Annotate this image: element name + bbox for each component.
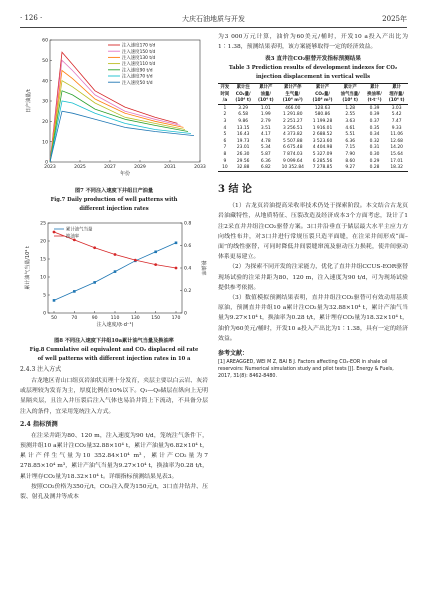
table-header-cell: (10⁴ m³) xyxy=(277,98,308,105)
table-cell: 29.56 xyxy=(236,158,250,164)
fig7-legend-label: 注入速度130 t/d xyxy=(122,56,156,61)
fig8-y-left-tick-label: 5 xyxy=(43,293,46,299)
table-cell: 12.68 xyxy=(390,138,403,144)
table-cell: 0.34 xyxy=(369,132,380,138)
fig7-legend-label: 注入速度170 t/d xyxy=(122,43,156,49)
table-cell: 9 xyxy=(223,158,227,164)
fig7-legend-label: 注入速度70 t/d xyxy=(122,74,153,80)
fig8-y-right-tick-label: 0.2 xyxy=(184,289,192,295)
table-row xyxy=(218,132,408,139)
table-cell: 1.01 xyxy=(260,105,271,111)
table-header-cell: (t·t⁻¹) xyxy=(364,98,386,105)
fig8-legend-label: 累计油气当量 xyxy=(66,227,93,233)
table-cell: 7 874.03 xyxy=(282,151,303,157)
table-cell: 6 675.48 xyxy=(282,145,303,151)
table-cell: 13.15 xyxy=(236,125,250,131)
table-cell: 3.63 xyxy=(345,118,356,124)
table-cell: 4 xyxy=(223,125,227,131)
para-prediction: 在注采井距为80、120 m，注入速度为90 t/d，笼统注气条件下，预测井组10 a累计注CO₂量32.88×10⁴ t，累计产油量为6.82×10⁴ t，累计产伴生气量为10 352.84×10⁴ m³，累计产CO₂量为7 278.85×10⁴ m³，累计产油气当量为9.27×10⁴ t，换油率为0.28 t/t，累计埋存CO₂量为18.32×10⁴ t。详细指标预测结果见表3。 xyxy=(20,432,208,480)
para-economics: 为3 000万元计算，油价为60美元/桶时，开发10 a投入产出比为1∶1.38，预测结果表明，该方案能够取得一定的经济效益。 xyxy=(218,34,408,51)
table-cell: 3 256.51 xyxy=(282,125,303,131)
table-cell: 0.39 xyxy=(369,112,380,118)
table-cell: 7.47 xyxy=(391,118,402,124)
table-cell: 5.42 xyxy=(391,112,402,118)
table-cell: 2.55 xyxy=(345,112,356,118)
table-header-cell: (10⁴ t) xyxy=(232,98,255,105)
table-row xyxy=(218,158,408,165)
fig8-x-axis-label: 注入速度/(t·d⁻¹) xyxy=(96,322,134,328)
table-row xyxy=(218,112,408,119)
table3-title-en-2: injection displacement in vertical wells xyxy=(255,74,371,81)
table-cell: 3 xyxy=(223,118,227,124)
fig7-x-tick-label: 2027 xyxy=(104,165,116,170)
fig8-data-point xyxy=(154,263,157,266)
table-cell: 6.36 xyxy=(345,138,356,144)
table-cell: 580.86 xyxy=(314,112,331,118)
fig7-y-tick-label: 60 xyxy=(42,38,48,44)
table-row xyxy=(218,165,408,172)
table-cell: 7.90 xyxy=(345,151,356,157)
fig7-y-axis-label: 日产油量/t xyxy=(26,89,32,113)
left-column xyxy=(20,32,208,502)
fig7-x-axis-label: 年份 xyxy=(119,171,131,177)
reference-1: [1] AREAGGED, WEI M Z, BAI B J. Factors affecting CO₂-EOR in shale oil reservoirs: Numerical simulation study and pilot tests [J]. Energy & Fuels, 2017, 31(8): 8462-8480. xyxy=(218,359,394,379)
table-cell: 8.60 xyxy=(345,158,356,164)
table-cell: 5 xyxy=(223,132,227,138)
table-cell: 23.01 xyxy=(236,145,250,151)
fig8-data-point xyxy=(114,253,117,256)
table-cell: 3.03 xyxy=(391,105,402,111)
fig8-x-tick-label: 50 xyxy=(51,316,57,321)
table-cell: 8 xyxy=(223,151,227,157)
fig7-caption-en-2: different injection rates xyxy=(79,206,149,212)
table-header-row xyxy=(218,98,408,105)
table-header-cell: 累计注 xyxy=(232,84,255,91)
fig8-y-right-tick-label: 0 xyxy=(184,311,187,317)
table-cell: 9 099.64 xyxy=(282,158,303,164)
fig8-y-left-axis-label: 累计油气当量/10⁴ t xyxy=(25,246,31,290)
table-header-cell: 累计产伴 xyxy=(277,84,308,91)
table-cell: 11.06 xyxy=(390,132,403,138)
table-cell: 7 278.85 xyxy=(308,165,336,172)
table-cell: 26.30 xyxy=(236,151,250,157)
table-row xyxy=(218,125,408,132)
table-cell: 5 507.88 xyxy=(282,138,303,144)
table-cell: 7.15 xyxy=(345,145,356,151)
header-rule xyxy=(20,27,407,28)
table-cell: 128.63 xyxy=(314,105,331,111)
fig7-y-tick-label: 40 xyxy=(42,79,48,85)
table-row xyxy=(218,105,408,112)
fig8-y-right-tick-label: 0.4 xyxy=(184,266,192,272)
table-header-cell: 油气当量/ xyxy=(340,91,360,97)
page-number: · 126 · xyxy=(20,14,43,22)
fig8-y-right-axis-label: 换油率 xyxy=(200,260,206,276)
fig7-series-line xyxy=(50,91,188,162)
fig8-x-tick-label: 70 xyxy=(71,316,78,321)
table-cell: 0.35 xyxy=(369,125,380,131)
table-header-cell: 累计产 xyxy=(308,84,336,91)
table-cell: 6 xyxy=(223,138,227,144)
journal-name: 大庆石油地质与开发 xyxy=(182,15,245,23)
table-row xyxy=(218,118,408,125)
table3 xyxy=(218,83,408,172)
fig8-x-tick-label: 150 xyxy=(151,316,161,321)
table3-title-cn: 表3 直井注CO₂驱替开发指标预测结果 xyxy=(265,56,361,63)
fig8-y-left-tick-label: 15 xyxy=(40,257,46,263)
right-column xyxy=(218,32,408,380)
fig7-x-tick-label: 2033 xyxy=(194,165,206,170)
table-cell: 0.29 xyxy=(369,158,380,164)
year: 2025年 xyxy=(382,15,407,23)
table-cell: 1 916.01 xyxy=(312,125,333,131)
table-cell: 3 523.60 xyxy=(312,138,333,144)
fig7-legend-label: 注入速度50 t/d xyxy=(122,80,153,86)
table-header-cell: 累计 xyxy=(364,84,386,91)
fig7-series-line xyxy=(50,52,178,162)
table-cell: 9.27 xyxy=(337,165,364,172)
references-heading: 参考文献： xyxy=(218,349,249,357)
fig7-y-tick-label: 0 xyxy=(45,160,48,166)
table-header-cell: 油量/ xyxy=(260,91,271,97)
table-cell: 4 404.98 xyxy=(312,145,333,151)
table-header-cell: 开发 xyxy=(218,84,232,91)
table-cell: 0.31 xyxy=(369,145,380,151)
table-cell: 2.79 xyxy=(260,118,271,124)
fig7-x-tick-label: 2025 xyxy=(74,165,86,170)
fig7-y-tick-label: 30 xyxy=(42,99,48,105)
table-header-cell: (10⁴ t) xyxy=(385,98,408,105)
conclusion-2: （2）为探索不同开发的注采能力，优化了直井井组CCUS-EOR驱替现场试验的注采井距为80、120 m，注入速度为90 t/d，可为现场试验提供参考依据。 xyxy=(218,264,408,291)
fig7-y-tick-label: 20 xyxy=(42,119,48,125)
table-cell: 6.58 xyxy=(238,112,249,118)
table-header-cell: 累计产 xyxy=(254,84,277,91)
table-row xyxy=(218,138,408,145)
table-cell: 6 285.56 xyxy=(312,158,333,164)
table-cell: 4.78 xyxy=(260,138,271,144)
table-cell: 7 xyxy=(223,145,227,151)
table-cell: 18.32 xyxy=(385,165,408,172)
fig7-legend-label: 注入速度150 t/d xyxy=(122,49,156,55)
table3-title-en-1: Table 3 Prediction results of development indexes for CO₂ xyxy=(228,65,398,72)
fig8-legend-label: 换油率 xyxy=(66,234,80,240)
table-cell: 17.01 xyxy=(390,158,403,164)
table-header-cell: /a xyxy=(218,98,232,105)
fig8-y-left-tick-label: 20 xyxy=(40,239,46,245)
table-cell: 4.17 xyxy=(260,132,271,138)
table-cell: 0.39 xyxy=(369,105,380,111)
table-cell: 0.28 xyxy=(364,165,386,172)
fig8-data-point xyxy=(73,290,76,293)
table-cell: 10 352.84 xyxy=(277,165,308,172)
table-cell: 6.82 xyxy=(254,165,277,172)
table-header-cell: 累计 xyxy=(385,84,408,91)
fig7-x-tick-label: 2023 xyxy=(44,165,56,170)
table-cell: 1.99 xyxy=(260,112,271,118)
table-cell: 16.43 xyxy=(236,132,250,138)
table-header-cell: CO₂量/ xyxy=(315,91,330,97)
table-header-cell: (10⁴ t) xyxy=(337,98,364,105)
table-cell: 5 327.09 xyxy=(312,151,333,157)
fig8-data-point xyxy=(93,281,96,284)
table-header-cell: 时间 xyxy=(220,91,230,97)
table-cell: 466.00 xyxy=(285,105,301,111)
fig8-chart xyxy=(20,217,208,336)
table-header-cell: (10⁴ m³) xyxy=(308,98,336,105)
table-cell: 4 373.82 xyxy=(282,132,303,138)
table-cell: 2 251.27 xyxy=(282,118,303,124)
table-cell: 5.87 xyxy=(260,151,271,157)
fig8-data-point xyxy=(154,251,157,254)
table-cell: 2 688.52 xyxy=(312,132,333,138)
table-cell: 32.88 xyxy=(232,165,255,172)
table-cell: 10 xyxy=(218,165,232,172)
table-header-cell: 埋存量/ xyxy=(389,91,405,97)
table-cell: 5.51 xyxy=(345,132,356,138)
conclusion-3: （3）数值模拟预测结果表明，直井井组注CO₂驱替可有效动用基质原油，预测直井井组10 a累计注CO₂量为32.88×10⁴ t，累计产油气当量为9.27×10⁴ t，换油率为0.28 t/t，累计埋存CO₂量为18.32×10⁴ t，油价为60美元/桶时，开发10 a投入产出比为1∶1.38，具有一定的经济效益。 xyxy=(218,294,408,342)
fig8-data-point xyxy=(53,299,56,302)
fig8-caption-cn: 图8 不同注入速度下井组10a累计油气当量及换油率 xyxy=(54,338,174,344)
section-2-4: 2.4 指标预测 xyxy=(20,420,58,428)
table-cell: 4.61 xyxy=(345,125,356,131)
table-cell: 1 291.80 xyxy=(282,112,303,118)
fig8-y-left-tick-label: 10 xyxy=(40,275,46,281)
table-cell: 0.32 xyxy=(369,138,380,144)
table-cell: 19.73 xyxy=(236,138,250,144)
table-cell: 3.29 xyxy=(238,105,249,111)
table-cell: 9.33 xyxy=(391,125,402,131)
table-cell: 15.64 xyxy=(390,151,403,157)
conclusion-1: （1）古龙页岩油提高采收率技术仍处于探索阶段。本文结合古龙页岩油藏特性，从地质特征、压裂改造及经济成本3个方面考虑，设计了1注2采直井井组注CO₂驱替方案。3口井沿垂直于储层最大水平主应力方向线性布井，对3口井进行常规压裂只造平面缝，在注采井间形成“面–面”的线性驱替，可同时降低井间裂缝窜流及驱动压力损耗，使井间驱动体系更易建立。 xyxy=(218,203,408,261)
table-row xyxy=(218,145,408,152)
fig8-x-tick-label: 110 xyxy=(110,316,120,321)
table-cell: 2 xyxy=(223,112,227,118)
fig8-x-tick-label: 170 xyxy=(171,316,181,321)
fig7-y-tick-label: 50 xyxy=(42,58,48,64)
fig7-x-tick-label: 2029 xyxy=(134,165,146,170)
fig8-x-tick-label: 90 xyxy=(91,316,98,321)
section-2-4-3: 2.4.3 注入方式 xyxy=(20,366,62,373)
table-cell: 1.28 xyxy=(345,105,356,111)
table-header-row xyxy=(218,84,408,91)
table-row xyxy=(218,151,408,158)
fig8-y-right-tick-label: 0.6 xyxy=(184,244,192,250)
fig7-legend-label: 注入速度90 t/d xyxy=(122,68,153,74)
table-cell: 6.36 xyxy=(260,158,271,164)
section-3-heading: 3 结 论 xyxy=(218,184,252,196)
table-cell: 0.37 xyxy=(369,118,380,124)
fig7-y-tick-label: 10 xyxy=(42,140,48,146)
table-cell: 0.30 xyxy=(369,151,380,157)
table-header-cell: 累计产 xyxy=(337,84,364,91)
fig8-caption-en-2: of well patterns with different injection rates in 10 a xyxy=(37,356,191,362)
fig8-data-point xyxy=(134,259,137,262)
table-cell: 5.34 xyxy=(260,145,271,151)
fig7-x-tick-label: 2031 xyxy=(164,165,176,170)
table-cell: 9.86 xyxy=(238,118,249,124)
fig8-x-tick-label: 130 xyxy=(130,316,140,321)
fig7-series-line xyxy=(50,101,191,162)
para-cost: 按照CO₂价格为350元/t，CO₂注入费为150元/t，3口直井钻井、压裂、射孔及测井等成本 xyxy=(20,483,208,501)
table-header-cell: (10⁴ t) xyxy=(254,98,277,105)
fig8-data-point xyxy=(175,242,178,245)
fig8-caption-en-1: Fig.8 Cumulative oil equivalent and CO₂ displaced oil rate xyxy=(29,347,199,353)
table-header-cell: 换油率/ xyxy=(367,91,382,97)
table-header-row xyxy=(218,91,408,98)
fig8-data-point xyxy=(93,246,96,249)
fig8-y-right-tick-label: 0.8 xyxy=(184,221,192,227)
fig8-y-left-tick-label: 25 xyxy=(40,221,46,227)
table-cell: 1 xyxy=(223,105,227,111)
table-header-cell: 生气量/ xyxy=(285,91,301,97)
fig8-data-point xyxy=(53,231,56,234)
para-injection-mode: 古龙地区青山口组页岩油状页理十分发育，夹层主要以白云岩、灰岩或层理较为发育为主，厚度比例在10%以下。Q₁—Q₉储层在纵向上无明显隔夹层，且注入井压裂后注入气体也易沿井筒上下流动，不具备分层注入的条件，宜采用笼统注入方式。 xyxy=(20,378,208,415)
fig7-svg xyxy=(20,32,208,182)
fig8-data-point xyxy=(175,267,178,270)
fig7-series-line xyxy=(50,111,194,162)
fig7-chart xyxy=(20,32,208,186)
table-cell: 3.51 xyxy=(260,125,271,131)
table-cell: 14.20 xyxy=(390,145,403,151)
table-header-cell: CO₂量/ xyxy=(235,91,251,97)
fig8-data-point xyxy=(114,270,117,273)
fig7-legend-label: 注入速度110 t/d xyxy=(122,62,156,68)
fig8-svg xyxy=(20,217,208,332)
fig7-caption-en-1: Fig.7 Daily production of well patterns with xyxy=(50,197,178,203)
table-cell: 1 199.28 xyxy=(312,118,333,124)
fig7-caption-cn: 图7 不同注入速度下井组日产油量 xyxy=(74,188,154,194)
fig8-y-left-tick-label: 0 xyxy=(43,311,46,317)
running-header xyxy=(20,14,407,26)
